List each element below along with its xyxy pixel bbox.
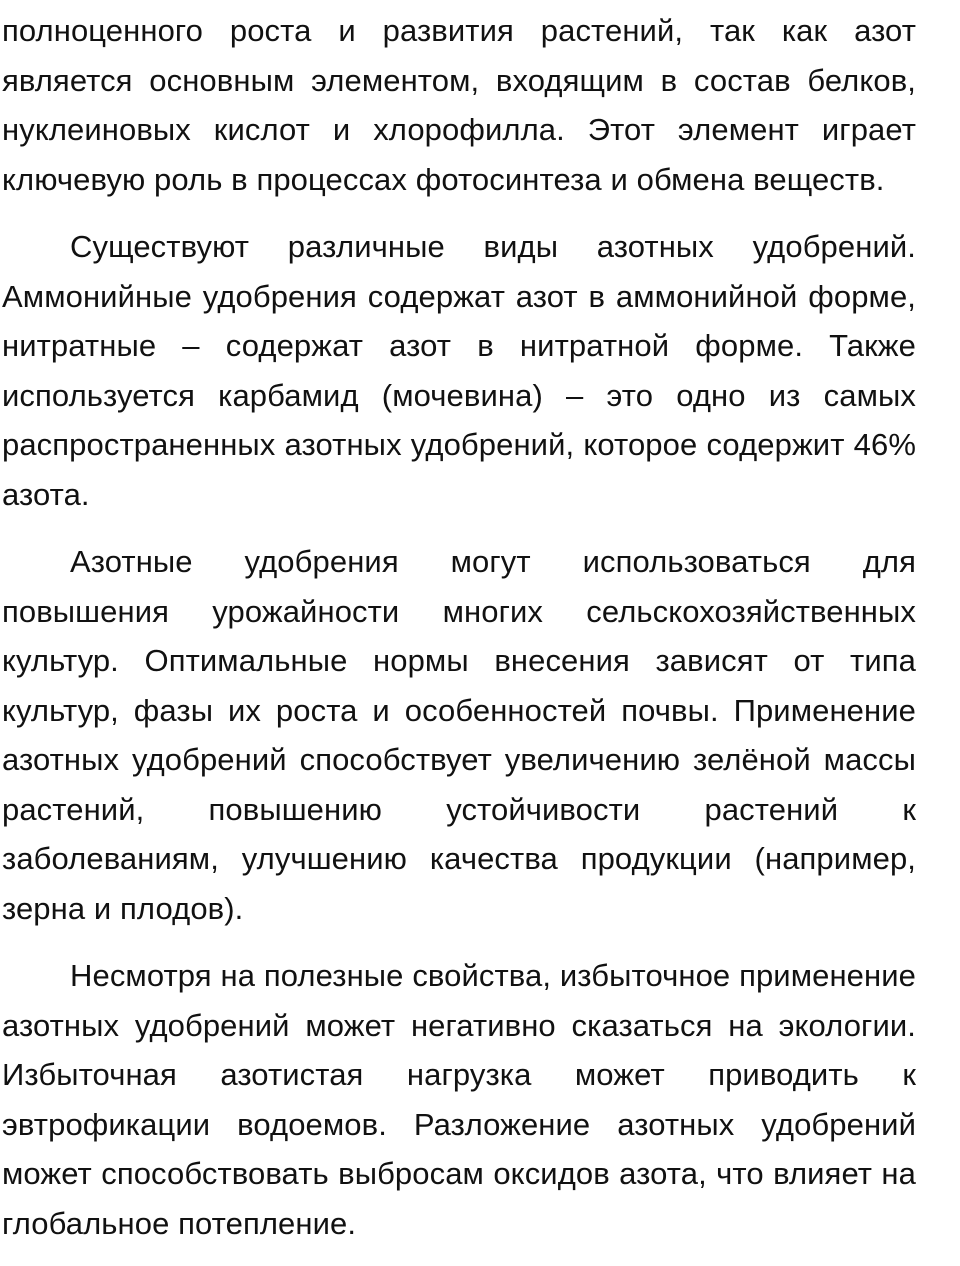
paragraph-ecology-impact: Несмотря на полезные свойства, избыточное применение азотных удобрений может негативно сказаться на экологии. Избыточная азотистая нагрузка может приводить к эвтрофикации водоемов. Разложение азотных удобрений может способствовать выбросам оксидов азота, что влияет на глобальное потепление. (2, 958, 916, 1241)
paragraph-fertilizer-usage: Азотные удобрения могут использоваться для повышения урожайности многих сельскохозяйственных культур. Оптимальные нормы внесения зависят от типа культур, фазы их роста и особенностей почвы. Применение азотных удобрений способствует увеличению зелёной массы растений, повышению устойчивости растений к заболеваниям, улучшению качества продукции (например, зерна и плодов). (2, 544, 916, 926)
paragraph-continuation: полноценного роста и развития растений, так как азот является основным элементом, входящим в состав белков, нуклеиновых кислот и хлорофилла. Этот элемент играет ключевую роль в процессах фотосинтеза и обмена веществ. (2, 13, 916, 197)
paragraph-fertilizer-types: Существуют различные виды азотных удобрений. Аммонийные удобрения содержат азот в аммонийной форме, нитратные – содержат азот в нитратной форме. Также используется карбамид (мочевина) – это одно из самых распространенных азотных удобрений, которое содержит 46% азота. (2, 229, 916, 512)
document-page (2, 6, 916, 1266)
